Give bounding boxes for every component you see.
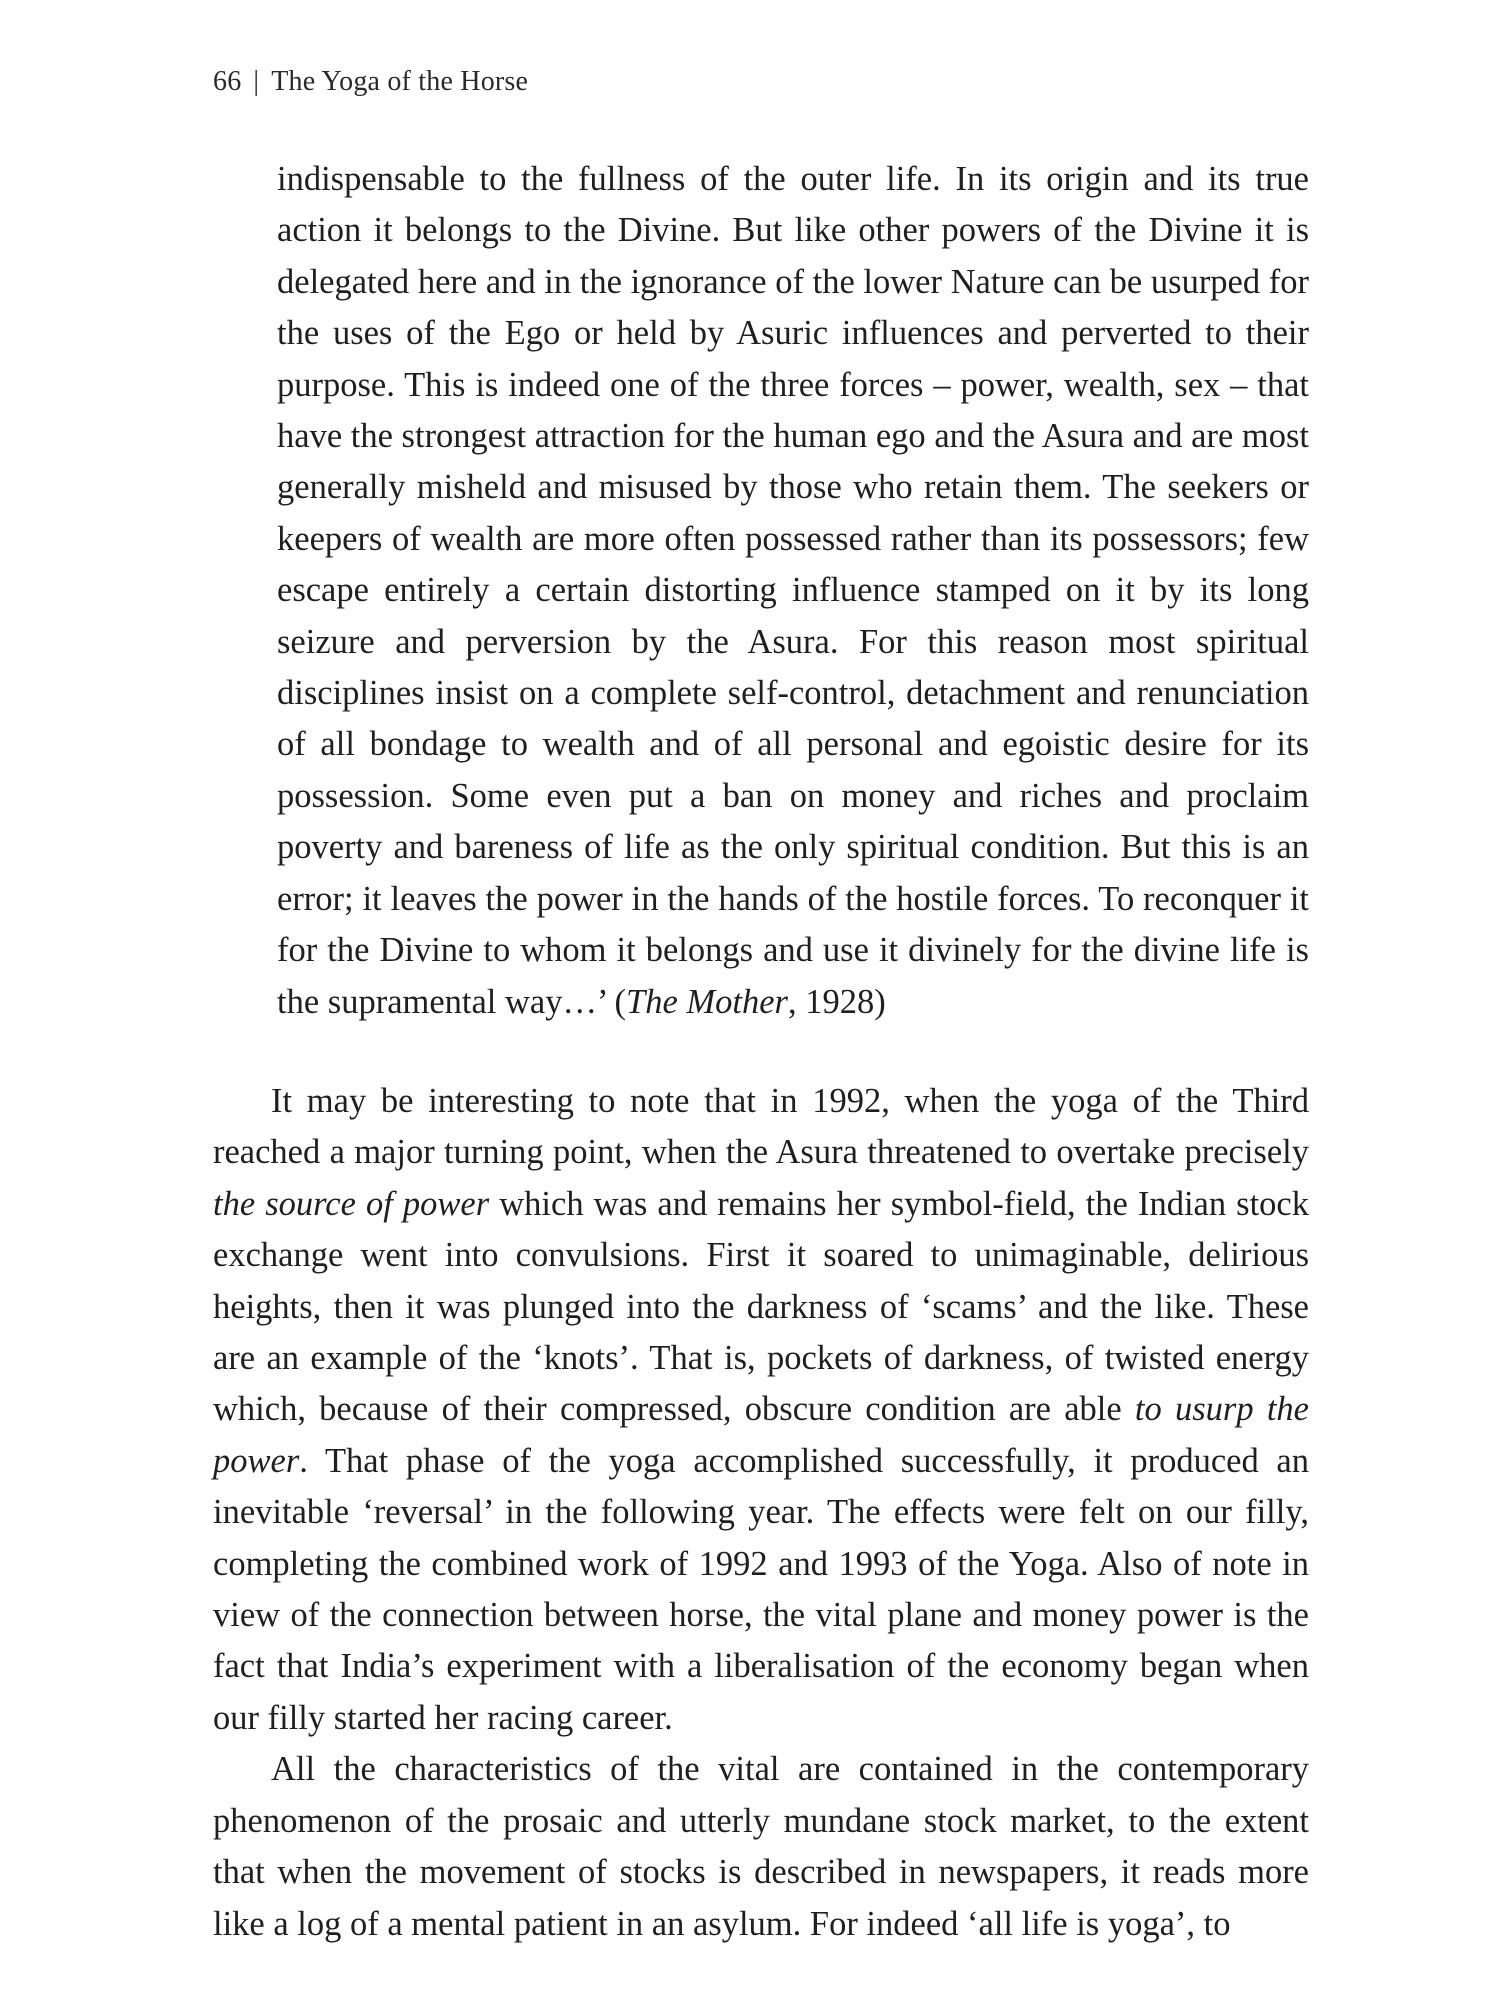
paragraph-text: . That phase of the yoga accomplished successfully, it produced an inevitable ‘reversal’ in the following year. The effects were felt on our filly, completing the combined work of 1992 and 1993 of the Yoga. Also of note in view of the connection between horse, the vital plane and money power is the fact that India’s experiment with a liberalisation of the economy began when our filly started her racing career. [213, 1441, 1309, 1737]
book-title: The Yoga of the Horse [271, 66, 529, 97]
quote-citation-rest: , 1928) [787, 982, 886, 1021]
page-number: 66 [213, 66, 242, 97]
running-header [213, 66, 528, 98]
paragraph-text: It may be interesting to note that in 1992, when the yoga of the Third reached a major turning point, when the Asura threatened to overtake precisely [213, 1082, 1309, 1172]
body-text [213, 1076, 1309, 1950]
quote-text: indispensable to the fullness of the outer life. In its origin and its true action it belongs to the Divine. But like other powers of the Divine it is delegated here and in the ignorance of the lower Nature can be usurped for the uses of the Ego or held by Asuric influences and perverted to their purpose. This is indeed one of the three forces – power, wealth, sex – that have the strongest attraction for the human ego and the Asura and are most generally misheld and misused by those who retain them. The seekers or keepers of wealth are more often possessed rather than its possessors; few escape entirely a certain distorting influence stamped on it by its long seizure and perversion by the Asura. For this reason most spiritual disciplines insist on a complete self-control, detachment and renunciation of all bondage to wealth and of all personal and egoistic desire for its possession. Some even put a ban on money and riches and proclaim poverty and bareness of life as the only spiritual condition. But this is an error; it leaves the power in the hands of the hostile forces. To reconquer it for the Divine to whom it belongs and use it divinely for the divine life is the supramental way…’ ( [277, 160, 1309, 1021]
emphasis-text: the source of power [213, 1184, 490, 1223]
paragraph [213, 1744, 1309, 1950]
paragraph-text: which was and remains her symbol-field, the Indian stock exchange went into convulsions. First it soared to unimaginable, delirious heights, then it was plunged into the darkness of ‘scams’ and the like. These are an example of the ‘knots’. That is, pockets of darkness, of twisted energy which, because of their compressed, obscure condition are able [213, 1184, 1309, 1429]
paragraph-text: All the characteristics of the vital are contained in the contemporary phenomenon of the prosaic and utterly mundane stock market, to the extent that when the movement of stocks is described in newspapers, it reads more like a log of a mental patient in an asylum. For indeed ‘all life is yoga’, to [213, 1750, 1309, 1943]
emphasis-text: to usurp the power [213, 1390, 1309, 1480]
quote-citation-title: The Mother [626, 982, 788, 1021]
header-separator: | [253, 66, 260, 97]
block-quote [277, 154, 1309, 1028]
paragraph [213, 1076, 1309, 1744]
